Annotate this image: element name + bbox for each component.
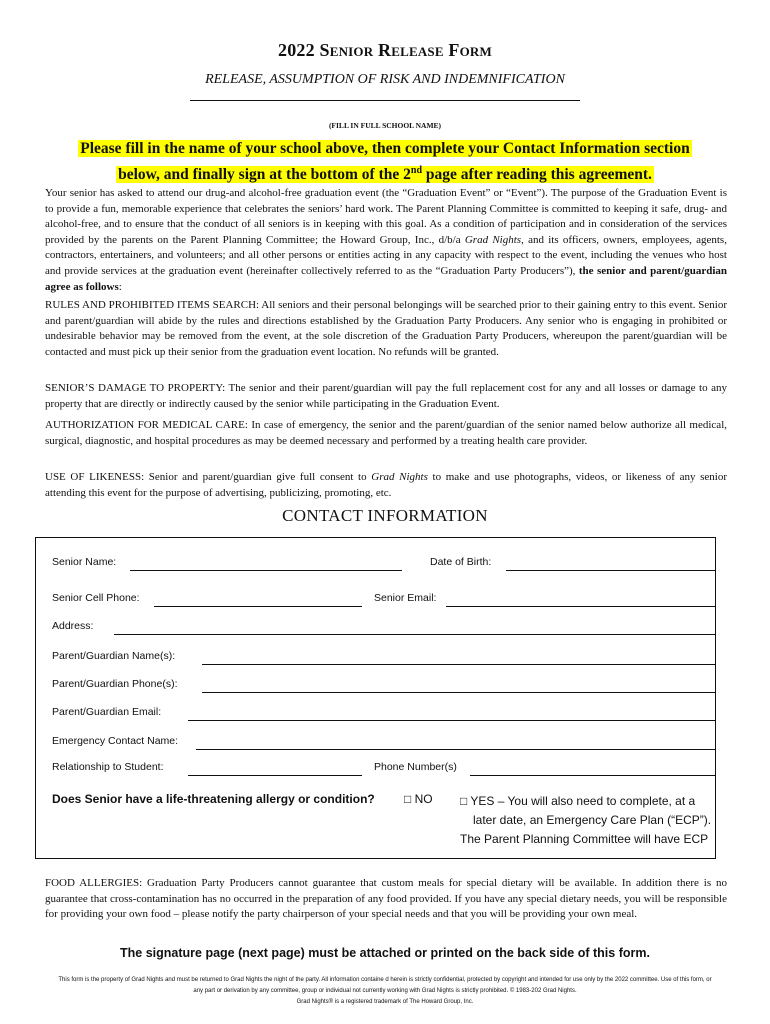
phone-numbers-field[interactable] <box>470 775 716 776</box>
instruction-line-1: Please fill in the name of your school above, then complete your Contact Information section <box>80 140 690 157</box>
instruction-line-2 <box>116 166 654 183</box>
parent-phones-label: Parent/Guardian Phone(s): <box>52 678 178 690</box>
instruction-line-2-start: below, and finally sign at the bottom of the 2 <box>118 166 411 184</box>
damage-paragraph: SENIOR’S DAMAGE TO PROPERTY: The senior and their parent/guardian will pay the full replacement cost for any and all losses or damage to any property that are directly or indirectly caused by the senior while participating in the Graduation Event. <box>45 382 727 410</box>
allergy-yes-line-1: □ YES – You will also need to complete, at a <box>460 794 696 808</box>
parent-names-label: Parent/Guardian Name(s): <box>52 650 176 662</box>
instruction-banner <box>40 138 730 186</box>
dob-field[interactable] <box>506 570 716 571</box>
parent-phones-field[interactable] <box>202 692 716 693</box>
likeness-grad-nights: Grad Nights <box>371 471 428 483</box>
instruction-superscript: nd <box>410 165 423 176</box>
likeness-paragraph <box>45 470 727 501</box>
medical-paragraph: AUTHORIZATION FOR MEDICAL CARE: In case of emergency, the senior and the parent/guardian of the senior named below authorize all medical, surgical, diagnostic, and hospital procedures as may be deemed necessary and performed by a treating health care provider. <box>45 419 727 447</box>
parent-email-label: Parent/Guardian Email: <box>52 706 162 718</box>
allergy-yes-checkbox[interactable] <box>460 792 716 849</box>
allergy-no-checkbox[interactable]: □ NO <box>404 792 433 806</box>
intro-agreement: the senior and parent/guardian agree as follows <box>45 264 727 293</box>
phone-numbers-label: Phone Number(s) <box>374 761 457 773</box>
parent-names-field[interactable] <box>202 664 716 665</box>
signature-page-note: The signature page (next page) must be attached or printed on the back side of this form. <box>120 946 650 960</box>
footer-confidentiality: This form is the property of Grad Nights and must be returned to Grad Nights the night of the party. All information containe d herein is strictly confidential, protected by copyright and intended for use only by the 2022 committee. Use of this form, or any part or derivation by any committee, group or individual not currently working with Grad Nights is strictly prohibited. © 1983-202 Grad Nights. <box>58 977 712 994</box>
allergy-yes-line-2: later date, an Emergency Care Plan (“ECP”). <box>473 813 712 827</box>
school-name-field[interactable] <box>190 100 580 101</box>
footer-trademark: Grad Nights® is a registered trademark of The Howard Group, Inc. <box>296 999 474 1005</box>
emergency-contact-field[interactable] <box>196 749 716 750</box>
likeness-text-b: to make and use photographs, videos, or likeness of any senior attending this event for the purpose of advertising, publicizing, promoting, etc. <box>45 471 727 499</box>
relationship-field[interactable] <box>188 775 362 776</box>
instruction-line-2-end: page after reading this agreement. <box>422 166 652 184</box>
form-subtitle: RELEASE, ASSUMPTION OF RISK AND INDEMNIFICATION <box>205 72 565 87</box>
rules-paragraph: RULES AND PROHIBITED ITEMS SEARCH: All seniors and their personal belongings will be searched prior to their gaining entry to this event. Senior and parent/guardian will abide by the rules and directions established by the Graduation Party Producers. Any senior who is engaging in prohibited or undesirable behavior may be removed from the event, at the sole discretion of the Graduation Party Producers, whereupon the parent/guardian will be contacted and must pick up their senior from the graduation event location. No refunds will be granted. <box>45 299 727 358</box>
form-title: 2022 Senior Release Form <box>278 40 492 60</box>
senior-cell-field[interactable] <box>154 606 362 607</box>
parent-email-field[interactable] <box>188 720 716 721</box>
address-label: Address: <box>52 620 94 632</box>
school-name-caption: (FILL IN FULL SCHOOL NAME) <box>328 121 442 130</box>
allergy-yes-line-3: The Parent Planning Committee will have ECP <box>460 832 709 846</box>
senior-name-label: Senior Name: <box>52 556 117 568</box>
address-field[interactable] <box>114 634 716 635</box>
senior-name-field[interactable] <box>130 570 402 571</box>
relationship-label: Relationship to Student: <box>52 761 164 773</box>
senior-cell-label: Senior Cell Phone: <box>52 592 140 604</box>
food-allergies-paragraph: FOOD ALLERGIES: Graduation Party Producers cannot guarantee that custom meals for special dietary will be available. In addition there is no guarantee that cross-contamination has no occurred in the preparation of any food provided. If you have any special dietary needs, you will be responsible for providing your own food – please notify the party chairperson of your special needs and that you will be providing your own meal. <box>45 877 727 921</box>
intro-text-b: , and its officers, owners, employees, agents, contractors, entertainers, and volunteers; and all other persons or entities acting in any capacity with respect to the event, including the venues who host and provide services at the graduation event (hereinafter collectively referred to as the “Graduation Party Producers”), <box>45 233 727 277</box>
intro-paragraph <box>45 186 727 295</box>
emergency-contact-label: Emergency Contact Name: <box>52 735 179 747</box>
senior-email-label: Senior Email: <box>374 592 437 604</box>
intro-text-a: Your senior has asked to attend our drug-and alcohol-free graduation event (the “Graduation Event” or “Event”). The purpose of the Graduation Event is to provide a fun, memorable experience that celebrates the seniors’ hard work. The Parent Planning Committee is committed to keeping it safe, drug- and alcohol-free, and to ensure that the conduct of all seniors is in keeping with this goal. As a condition of participation and in consideration of the services provided by the parents on the Parent Planning Committee; the Howard Group, Inc., d/b/a <box>45 187 727 246</box>
intro-colon: : <box>118 280 122 293</box>
dob-label: Date of Birth: <box>430 556 492 568</box>
footer <box>55 975 715 1008</box>
contact-info-heading: CONTACT INFORMATION <box>282 506 488 525</box>
allergy-question: Does Senior have a life-threatening allergy or condition? <box>52 792 375 806</box>
intro-grad-nights: Grad Nights <box>464 233 522 246</box>
likeness-text-a: USE OF LIKENESS: Senior and parent/guardian give full consent to <box>45 471 372 483</box>
senior-email-field[interactable] <box>446 606 716 607</box>
